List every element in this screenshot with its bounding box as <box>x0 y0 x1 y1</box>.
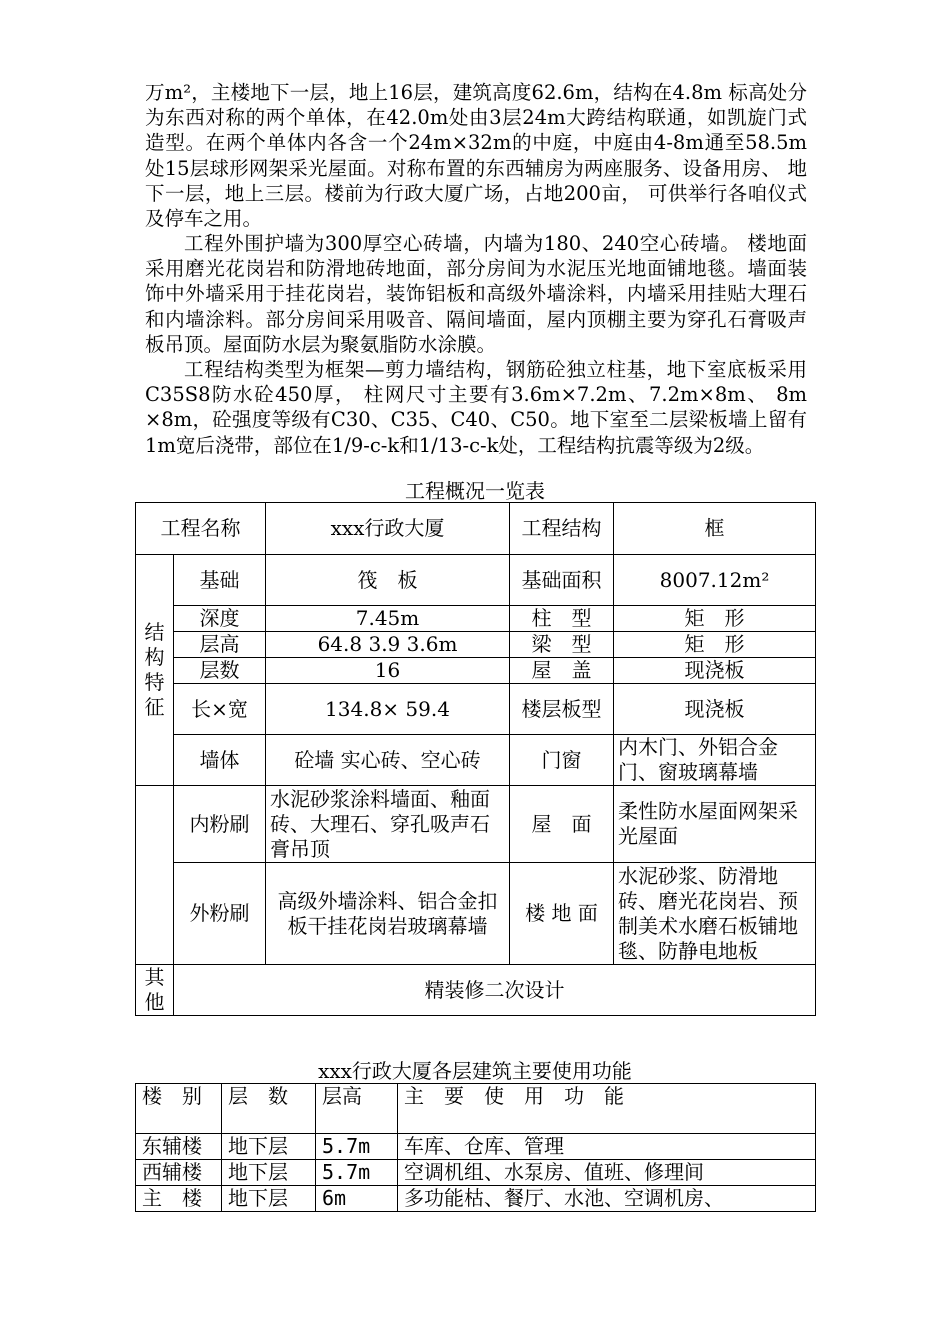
cell-label-other: 其他 <box>136 965 174 1016</box>
header-floor: 层 数 <box>222 1084 316 1134</box>
paragraph-overview: 万m²，主楼地下一层，地上16层，建筑高度62.6m，结构在4.8m 标高处分为东西对称的两个单体，在42.0m处由3层24m大跨结构联通，如凯旋门式造型。在两个单体内各含一个24m×32m的中庭，中庭由4-8m通至58.5m 处15层球形网架采光屋面。对称布置的东西辅房为两座服务、设备用房、 地下一层，地上三层。楼前为行政大厦广场，占地200亩， 可供举行各咱仪式及停车之用。 <box>145 81 807 231</box>
cell-value: 现浇板 <box>614 684 816 735</box>
cell-value-other: 精装修二次设计 <box>174 965 816 1016</box>
cell-label: 层数 <box>174 658 266 684</box>
cell: 西辅楼 <box>136 1160 222 1186</box>
cell-value: 水泥砂浆涂料墙面、釉面砖、大理石、穿孔吸声石膏吊顶 <box>266 786 510 863</box>
cell-value: 矩 形 <box>614 606 816 632</box>
cell: 主 楼 <box>136 1186 222 1212</box>
cell-label: 基础面积 <box>510 555 614 606</box>
cell-project-name: xxx行政大厦 <box>266 503 510 555</box>
cell-label: 屋 盖 <box>510 658 614 684</box>
cell: 地下层 <box>222 1160 316 1186</box>
paragraph-structure: 工程结构类型为框架—剪力墙结构，钢筋砼独立柱基，地下室底板采用C35S8防水砼450厚， 柱网尺寸主要有3.6m×7.2m、7.2m×8m、 8m ×8m，砼强度等级有C30、C35、C40、C50。地下室至二层梁板墙上留有1m宽后浇带，部位在1/9-c-k和1/13-c-k处，工程结构抗震等级为2级。 <box>145 358 807 457</box>
cell-group-empty <box>136 786 174 965</box>
cell-structure-value: 框 <box>614 503 816 555</box>
cell: 车库、仓库、管理 <box>398 1134 816 1160</box>
cell-value: 134.8× 59.4 <box>266 684 510 735</box>
cell: 多功能枯、餐厅、水池、空调机房、 <box>398 1186 816 1212</box>
cell-structure-label: 工程结构 <box>510 503 614 555</box>
cell: 地下层 <box>222 1186 316 1212</box>
cell-value: 矩 形 <box>614 632 816 658</box>
cell-label: 柱 型 <box>510 606 614 632</box>
table-row <box>136 1186 816 1212</box>
cell-label: 长×宽 <box>174 684 266 735</box>
cell-label: 楼 地 面 <box>510 863 614 965</box>
cell-label: 层高 <box>174 632 266 658</box>
cell-value: 8007.12m² <box>614 555 816 606</box>
cell: 东辅楼 <box>136 1134 222 1160</box>
cell: 空调机组、水泵房、值班、修理间 <box>398 1160 816 1186</box>
table-row <box>136 555 816 606</box>
table-row <box>136 684 816 735</box>
header-building: 楼 别 <box>136 1084 222 1134</box>
project-overview-table <box>135 502 816 1016</box>
cell-value: 现浇板 <box>614 658 816 684</box>
cell: 地下层 <box>222 1134 316 1160</box>
cell-label: 内粉刷 <box>174 786 266 863</box>
table-row <box>136 965 816 1016</box>
cell-label: 深度 <box>174 606 266 632</box>
cell-value: 7.45m <box>266 606 510 632</box>
cell-value: 柔性防水屋面网架采光屋面 <box>614 786 816 863</box>
table-row <box>136 503 816 555</box>
cell-label: 基础 <box>174 555 266 606</box>
floor-function-table <box>135 1083 816 1212</box>
table-row <box>136 658 816 684</box>
cell-label: 墙体 <box>174 735 266 786</box>
header-height: 层高 <box>316 1084 398 1134</box>
cell-label: 外粉刷 <box>174 863 266 965</box>
table-header-row <box>136 1084 816 1134</box>
table1-caption: 工程概况一览表 <box>405 479 545 503</box>
cell-label: 门窗 <box>510 735 614 786</box>
paragraph-finishes: 工程外围护墙为300厚空心砖墙，内墙为180、240空心砖墙。 楼地面采用磨光花岗岩和防滑地砖地面，部分房间为水泥压光地面铺地毯。墙面装饰中外墙采用于挂花岗岩，装饰铝板和高级外墙涂料，内墙采用挂贴大理石和内墙涂料。部分房间采用吸音、隔间墙面，屋内顶棚主要为穿孔石膏吸声板吊顶。屋面防水层为聚氨脂防水涂膜。 <box>145 232 807 356</box>
cell: 5.7m <box>316 1160 398 1186</box>
header-function: 主 要 使 用 功 能 <box>398 1084 816 1134</box>
cell-value: 筏 板 <box>266 555 510 606</box>
cell-value: 水泥砂浆、防滑地砖、磨光花岗岩、预制美术水磨石板铺地毯、防静电地板 <box>614 863 816 965</box>
table-row <box>136 786 816 863</box>
cell-value: 砼墙 实心砖、空心砖 <box>266 735 510 786</box>
cell-label: 楼层板型 <box>510 684 614 735</box>
table-row <box>136 1134 816 1160</box>
table-row <box>136 863 816 965</box>
table-row <box>136 606 816 632</box>
cell-group-structural-features: 结构特征 <box>136 555 174 786</box>
table2-caption: xxx行政大厦各层建筑主要使用功能 <box>318 1059 632 1083</box>
table-row <box>136 1160 816 1186</box>
cell-value: 64.8 3.9 3.6m <box>266 632 510 658</box>
cell-label: 屋 面 <box>510 786 614 863</box>
table-row <box>136 632 816 658</box>
cell: 5.7m <box>316 1134 398 1160</box>
cell-value: 16 <box>266 658 510 684</box>
cell-project-name-label: 工程名称 <box>136 503 266 555</box>
table-row <box>136 735 816 786</box>
cell-value: 内木门、外铝合金门、窗玻璃幕墙 <box>614 735 816 786</box>
cell-value: 高级外墙涂料、铝合金扣板干挂花岗岩玻璃幕墙 <box>266 863 510 965</box>
cell: 6m <box>316 1186 398 1212</box>
cell-label: 梁 型 <box>510 632 614 658</box>
